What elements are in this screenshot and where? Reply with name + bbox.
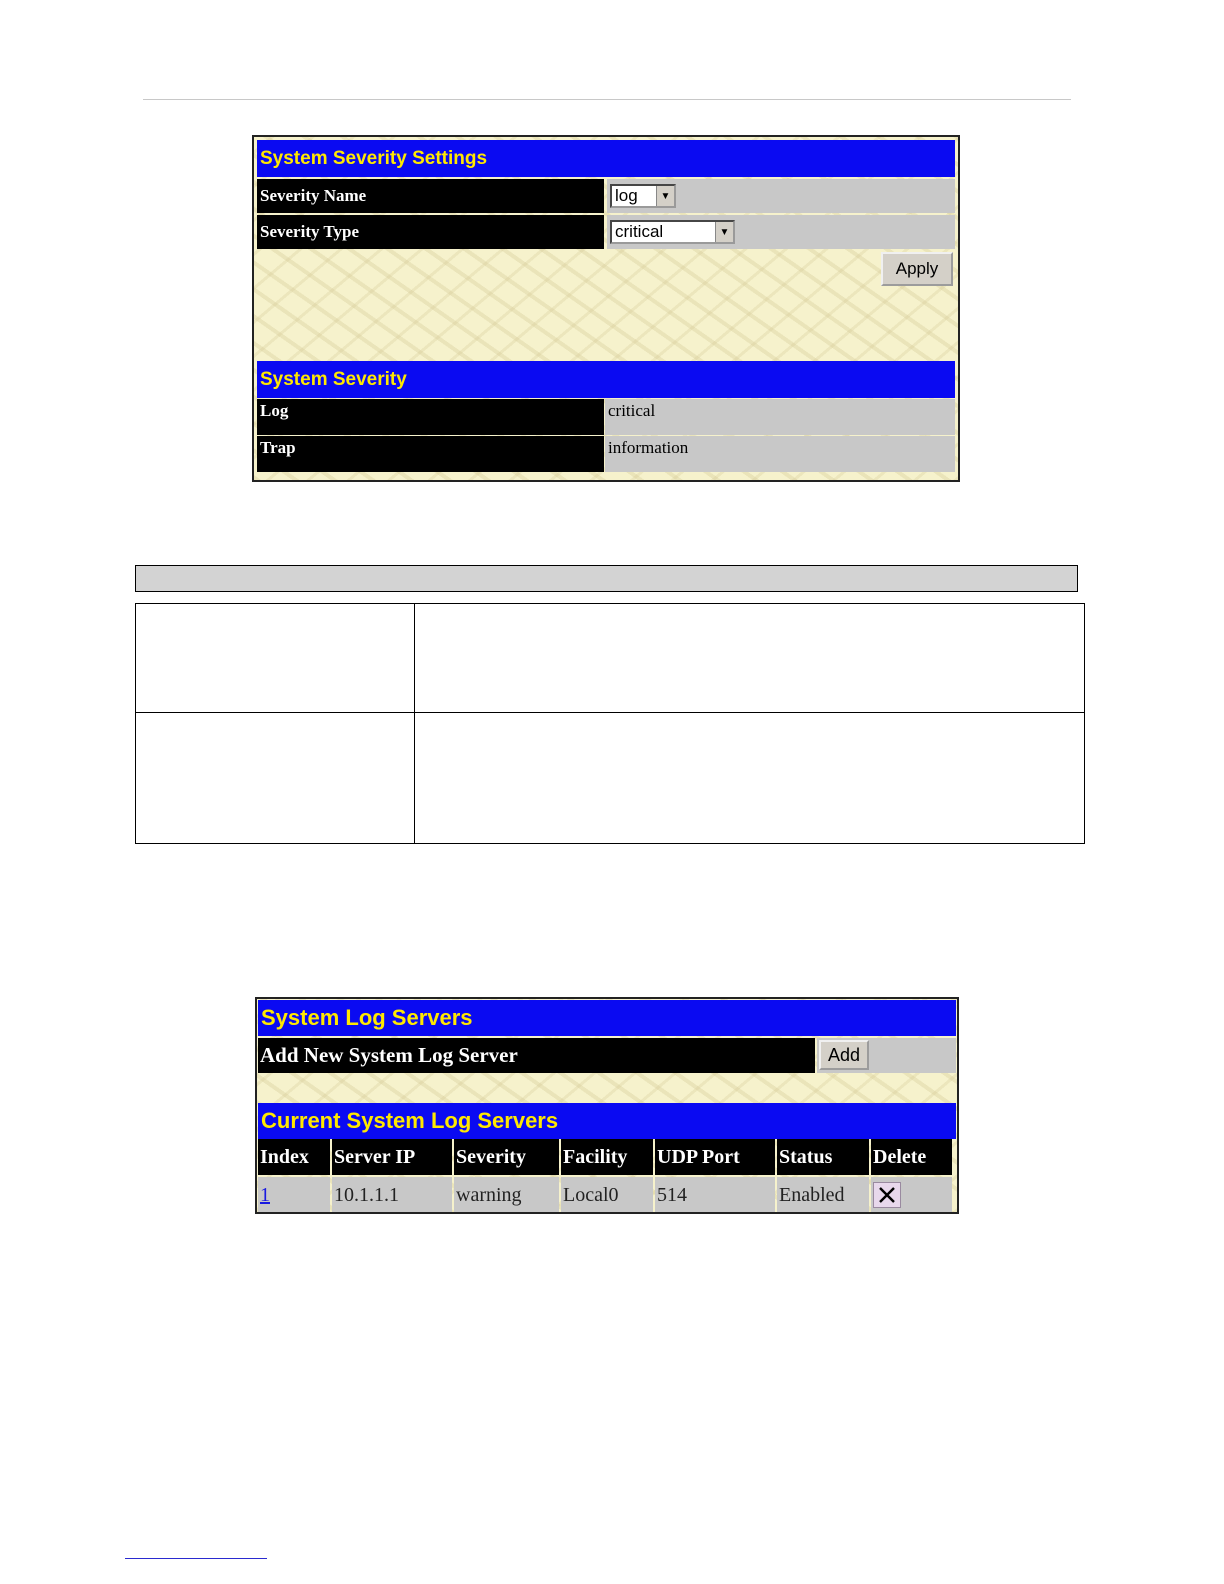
add-server-row (258, 1038, 956, 1073)
add-server-cell (817, 1038, 956, 1073)
current-log-servers-title: Current System Log Servers (258, 1103, 956, 1139)
severity-log-row (257, 399, 955, 435)
severity-trap-row (257, 436, 955, 472)
description-parameter-cell (136, 713, 415, 844)
page-top-divider (143, 99, 1071, 100)
severity-type-select-value: critical (615, 222, 664, 241)
spacer (258, 1073, 956, 1103)
column-header-udp-port: UDP Port (655, 1139, 775, 1175)
severity-type-select[interactable] (610, 220, 735, 244)
table-row (136, 604, 1085, 713)
log-servers-title: System Log Servers (258, 1000, 956, 1036)
page-bottom-link-rule (125, 1558, 267, 1559)
chevron-down-icon[interactable]: ▼ (656, 186, 674, 206)
server-facility-cell: Local0 (561, 1177, 653, 1213)
severity-trap-value: information (605, 436, 955, 472)
column-header-server-ip: Server IP (332, 1139, 452, 1175)
severity-type-label: Severity Type (257, 215, 604, 249)
apply-button[interactable]: Apply (881, 252, 953, 286)
server-status-cell: Enabled (777, 1177, 869, 1213)
column-header-status: Status (777, 1139, 869, 1175)
system-severity-settings-panel (252, 135, 960, 482)
severity-name-select-value: log (615, 186, 638, 205)
log-servers-table (256, 1139, 954, 1213)
severity-log-value: critical (605, 399, 955, 435)
system-log-servers-panel (255, 997, 959, 1214)
description-text-cell (415, 713, 1085, 844)
table-header-row (258, 1139, 952, 1175)
server-ip-cell: 10.1.1.1 (332, 1177, 452, 1213)
description-parameter-cell (136, 604, 415, 713)
column-header-delete: Delete (871, 1139, 952, 1175)
severity-trap-label: Trap (257, 436, 604, 472)
delete-server-button[interactable] (873, 1182, 901, 1208)
system-severity-title: System Severity (257, 361, 955, 398)
severity-type-cell (607, 215, 955, 249)
server-index-cell (258, 1177, 330, 1213)
severity-type-row (257, 215, 955, 249)
severity-name-select[interactable] (610, 184, 676, 208)
server-udp-port-cell: 514 (655, 1177, 775, 1213)
column-header-severity: Severity (454, 1139, 559, 1175)
server-severity-cell: warning (454, 1177, 559, 1213)
add-server-label: Add New System Log Server (258, 1038, 815, 1073)
add-button[interactable]: Add (819, 1040, 869, 1070)
column-header-index: Index (258, 1139, 330, 1175)
apply-area (257, 249, 955, 361)
server-index-link[interactable]: 1 (260, 1183, 270, 1206)
severity-name-label: Severity Name (257, 179, 604, 213)
column-header-facility: Facility (561, 1139, 653, 1175)
table-row (136, 713, 1085, 844)
description-table (135, 603, 1085, 844)
description-table-header (135, 565, 1078, 592)
severity-name-cell (607, 179, 955, 213)
table-row (258, 1177, 952, 1213)
description-text-cell (415, 604, 1085, 713)
chevron-down-icon[interactable]: ▼ (715, 222, 733, 242)
severity-settings-title: System Severity Settings (257, 140, 955, 177)
server-delete-cell (871, 1177, 952, 1213)
severity-name-row (257, 179, 955, 213)
severity-log-label: Log (257, 399, 604, 435)
close-icon (878, 1186, 896, 1204)
